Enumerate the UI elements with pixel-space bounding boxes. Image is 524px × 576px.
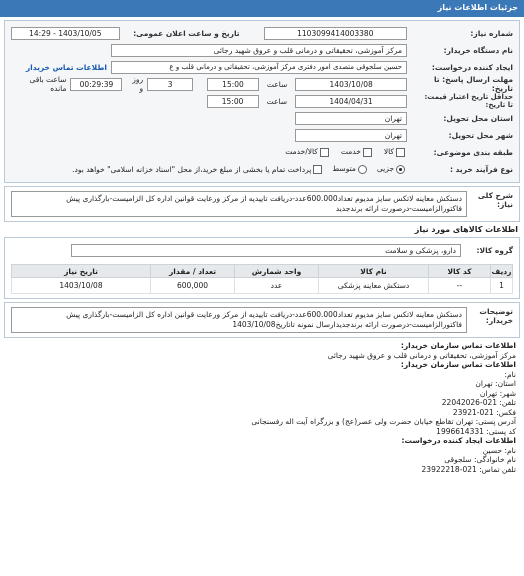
contact-line: فکس: 021-23921 — [452, 407, 516, 417]
cell-code: -- — [429, 278, 491, 294]
table-row — [12, 278, 513, 294]
goods-section-title: اطلاعات کالاهای مورد نیاز — [414, 225, 518, 234]
deadline-time-field: 15:00 — [207, 78, 259, 91]
treasury-payment-checkbox[interactable] — [311, 164, 324, 174]
col-qty: تعداد / مقدار — [151, 265, 235, 278]
remaining-time-field: 00:29:39 — [70, 78, 122, 91]
cell-date: 1403/10/08 — [12, 278, 151, 294]
remaining-label: ساعت باقی مانده — [29, 75, 67, 93]
contact-line: مرکز آموزشی، تحقیقاتی و درمانی قلب و عروق شهید رجائی — [327, 350, 516, 360]
cell-idx: 1 — [491, 278, 513, 294]
deadline-label: مهلت ارسال پاسخ: تا تاریخ: — [433, 75, 513, 93]
payment-note: پرداخت تمام یا بخشی از مبلغ خرید،از محل "اسناد خزانه اسلامی" خواهد بود. — [72, 164, 312, 174]
deadline-date-field: 1403/10/08 — [295, 78, 407, 91]
days-field: 3 — [147, 78, 193, 91]
contact-line: تلفن: 021-22042026 — [441, 398, 516, 407]
creator-field: حسین سلجوقی متصدی امور دفتری مرکز آموزشی، تحقیقاتی و درمانی قلب و ع — [111, 61, 407, 74]
deadline-time-word: ساعت — [266, 79, 288, 89]
validity-time-word: ساعت — [266, 96, 287, 106]
cell-name: دستکش معاینه پزشکی — [319, 278, 429, 294]
buyer-contact-link[interactable]: اطلاعات تماس خریدار — [25, 62, 107, 72]
city-label: شهر محل تحویل: — [448, 130, 513, 140]
province-label: استان محل تحویل: — [443, 113, 513, 123]
category-label: طبقه بندی موضوعی: — [433, 147, 513, 157]
col-unit: واحد شمارش — [235, 265, 319, 278]
goods-group-field: دارو، پزشکی و سلامت — [71, 244, 461, 257]
buyer-notes-label: توضیحات خریدار: — [479, 307, 513, 325]
category-option-goods-service[interactable]: کالا/خدمت — [285, 147, 331, 157]
contact-line: تلفن تماس: 021-23922218 — [421, 464, 516, 474]
contact-line: استان: تهران — [475, 379, 516, 388]
checkbox-icon — [396, 148, 405, 157]
col-name: نام کالا — [319, 265, 429, 278]
radio-icon — [358, 165, 367, 174]
summary-text: دستکش معاینه لاتکس سایز مدیوم تعداد600.000عدد-دریافت تاییدیه از مرکز ورعایت قوانین اداره کل الزامیست-بارگذاری پیش فاکتورالزامیست-درصورت ارائه برندجدید — [11, 191, 467, 217]
category-option-service[interactable]: خدمت — [341, 147, 374, 157]
summary-label: شرح کلی نیاز: — [477, 191, 513, 209]
contact-block — [8, 341, 516, 474]
contact-line: نام: حسین — [482, 445, 516, 455]
checkbox-icon — [320, 148, 329, 157]
contact-line: شهر: تهران — [479, 388, 516, 398]
validity-date-field: 1404/04/31 — [295, 95, 407, 108]
radio-selected-icon — [396, 165, 405, 174]
validity-label: حداقل تاریخ اعتبار قیمت: تا تاریخ: — [424, 93, 513, 109]
province-field: تهران — [295, 112, 407, 125]
checkbox-icon — [313, 165, 322, 174]
cell-unit: عدد — [235, 278, 319, 294]
cell-qty: 600,000 — [151, 278, 235, 294]
page-title: جزئیات اطلاعات نیاز — [0, 0, 524, 17]
col-row: ردیف — [491, 266, 512, 276]
contact-line: کد پستی: 1996614331 — [436, 426, 516, 436]
summary-panel — [4, 186, 520, 222]
contact-line: آدرس پستی: تهران تقاطع خیابان حضرت ولی عصر(عج) و بزرگراه آیت اله رفسنجانی — [251, 417, 516, 426]
goods-panel — [4, 237, 520, 299]
goods-group-label: گروه کالا: — [476, 245, 513, 255]
checkbox-icon — [363, 148, 372, 157]
category-option-goods[interactable]: کالا — [384, 147, 407, 157]
need-number-label: شماره نیاز: — [470, 28, 513, 38]
creator-label: ایجاد کننده درخواست: — [431, 62, 513, 72]
need-info-panel — [4, 20, 520, 183]
validity-time-field: 15:00 — [207, 95, 259, 108]
process-option-medium[interactable]: متوسط — [332, 164, 369, 174]
announce-date-field: 1403/10/05 - 14:29 — [11, 27, 120, 40]
days-word: روز و — [132, 75, 144, 93]
contact-line: نام خانوادگی: سلجوقی — [444, 455, 516, 464]
goods-table — [11, 264, 513, 294]
city-field: تهران — [295, 129, 407, 142]
buyer-notes-text: دستکش معاینه لاتکس سایز مدیوم تعداد600.000عدد-دریافت تاییدیه از مرکز ورعایت قوانین اداره کل الزامیست-بارگذاری پیش فاکتورالزامیست-درصورت ارائه برندجدیدارسال نمونه تاتاریخ1403/10/08 — [11, 307, 467, 333]
contact-title: اطلاعات تماس سازمان خریدار: — [400, 341, 516, 350]
process-option-minor[interactable]: جزیی — [377, 164, 407, 174]
need-number-field: 1103099414003380 — [264, 27, 407, 40]
col-date: تاریخ نیاز — [12, 265, 151, 278]
contact-line: اطلاعات تماس سازمان خریدار: — [400, 360, 516, 369]
process-label: نوع فرآیند خرید : — [449, 164, 513, 174]
contact-line: اطلاعات ایجاد کننده درخواست: — [401, 436, 516, 445]
contact-line: نام: — [504, 369, 516, 379]
buyer-org-label: نام دستگاه خریدار: — [443, 45, 513, 55]
announce-date-label: تاریخ و ساعت اعلان عمومی: — [133, 28, 240, 38]
buyer-org-field: مرکز آموزشی، تحقیقاتی و درمانی قلب و عروق شهید رجائی — [111, 44, 407, 57]
col-code: کد کالا — [429, 265, 491, 278]
buyer-notes-panel — [4, 302, 520, 338]
